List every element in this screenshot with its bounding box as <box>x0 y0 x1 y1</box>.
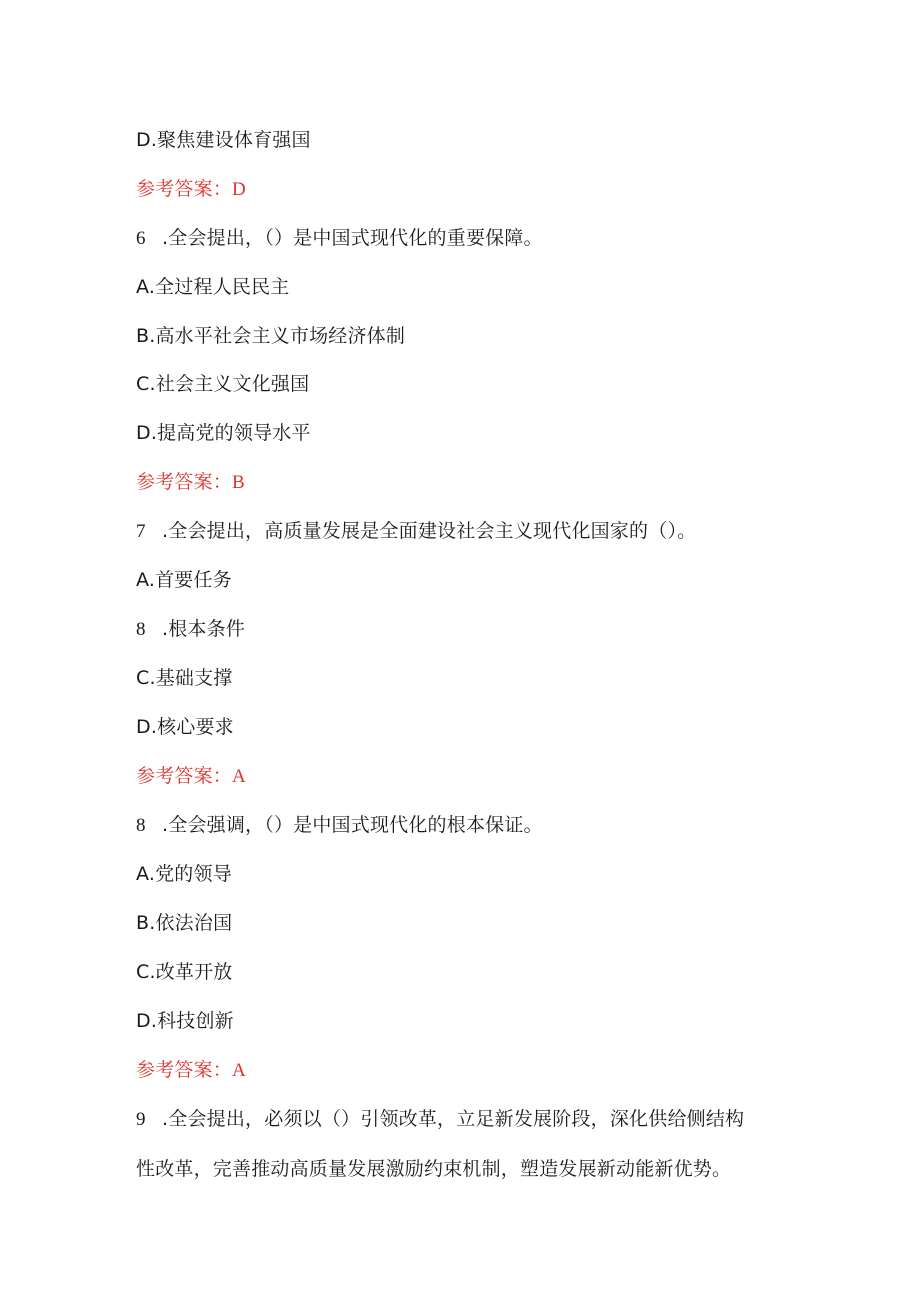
question-line <box>136 811 543 840</box>
question-number: 6 <box>136 228 146 249</box>
answer-label: 参考答案： <box>136 471 233 493</box>
option-line: A.首要任务 <box>136 569 232 591</box>
question-number: 9 <box>136 1109 146 1130</box>
question-number: 8 <box>136 815 146 836</box>
question-line <box>136 1105 744 1134</box>
option-line: C.社会主义文化强国 <box>136 373 310 395</box>
option-line: D.核心要求 <box>136 716 234 738</box>
answer-value: A <box>232 1060 246 1081</box>
question-text: .全会强调，（）是中国式现代化的根本保证。 <box>162 814 543 836</box>
option-line: A.党的领导 <box>136 863 232 885</box>
question-text: .全会提出，必须以（）引领改革，立足新发展阶段，深化供给侧结构 <box>162 1108 745 1130</box>
option-line: D.科技创新 <box>136 1010 234 1032</box>
question-number: 7 <box>136 521 146 542</box>
answer-label: 参考答案： <box>136 1059 233 1081</box>
answer-label: 参考答案： <box>136 765 233 787</box>
option-line: D.聚焦建设体育强国 <box>136 129 311 151</box>
answer-line <box>136 1056 246 1085</box>
question-number: 8 <box>136 619 146 640</box>
option-line: A.全过程人民民主 <box>136 276 290 298</box>
answer-value: A <box>232 766 246 787</box>
answer-value: B <box>232 472 245 493</box>
option-line: C.改革开放 <box>136 961 233 983</box>
question-continuation-line: 性改革，完善推动高质量发展激励约束机制，塑造发展新动能新优势。 <box>136 1158 732 1180</box>
option-line: C.基础支撑 <box>136 667 233 689</box>
question-line <box>136 517 696 546</box>
option-line: B.依法治国 <box>136 912 233 934</box>
question-text: .全会提出，（）是中国式现代化的重要保障。 <box>162 227 543 249</box>
option-line: D.提高党的领导水平 <box>136 422 311 444</box>
answer-line <box>136 175 246 204</box>
question-text: .全会提出，高质量发展是全面建设社会主义现代化国家的（）。 <box>162 520 697 542</box>
answer-line <box>136 762 246 791</box>
answer-line <box>136 468 245 497</box>
question-line <box>136 224 543 253</box>
question-line <box>136 615 245 644</box>
answer-label: 参考答案： <box>136 178 233 200</box>
answer-value: D <box>232 179 246 200</box>
option-line: B.高水平社会主义市场经济体制 <box>136 325 406 347</box>
question-text: .根本条件 <box>162 618 246 640</box>
